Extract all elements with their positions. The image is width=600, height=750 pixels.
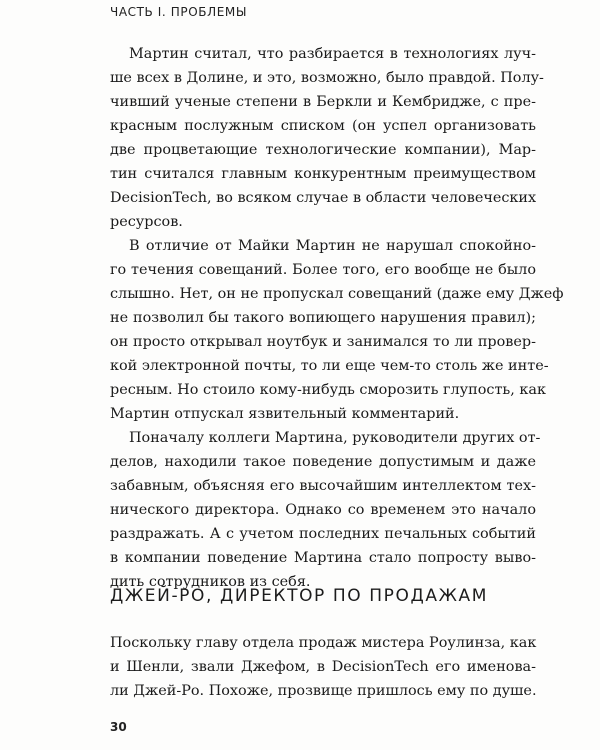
body-line: В отличие от Майки Мартин не нарушал спокойно-	[129, 238, 536, 254]
body-line: ше всех в Долине, и это, возможно, было правдой. Полу-	[110, 70, 544, 86]
body-line: чивший ученые степени в Беркли и Кембридже, с пре-	[110, 94, 536, 110]
section-heading: ДЖЕЙ-РО, ДИРЕКТОР ПО ПРОДАЖАМ	[110, 586, 489, 606]
body-line: кой электронной почты, то ли еще чем-то столь же инте-	[110, 358, 549, 374]
body-line: ли Джей-Ро. Похоже, прозвище пришлось ему по душе.	[110, 683, 537, 699]
body-line: Поскольку главу отдела продаж мистера Роулинза, как	[110, 635, 537, 651]
body-line: ресурсов.	[110, 214, 183, 230]
body-line: и Шенли, звали Джефом, в DecisionTech его именова-	[110, 659, 536, 675]
body-line: дить сотрудников из себя.	[110, 574, 311, 590]
body-line: DecisionTech, во всяком случае в области человеческих	[110, 190, 537, 206]
body-line: тин считался главным конкурентным преимуществом	[110, 166, 536, 182]
body-line: делов, находили такое поведение допустимым и даже	[110, 454, 536, 470]
body-line: ресным. Но стоило кому-нибудь сморозить глупость, как	[110, 382, 546, 398]
body-line: красным послужным списком (он успел организовать	[110, 118, 536, 134]
body-line: не позволил бы такого вопиющего нарушения правил);	[110, 310, 536, 326]
running-head: ЧАСТЬ I. ПРОБЛЕМЫ	[110, 5, 248, 19]
body-line: Мартин считал, что разбирается в технологиях луч-	[129, 46, 536, 62]
page-number: 30	[110, 720, 127, 734]
body-line: в компании поведение Мартина стало попросту выво-	[110, 550, 536, 566]
body-line: он просто открывал ноутбук и занимался то ли провер-	[110, 334, 536, 350]
body-line: две процветающие технологические компании), Мар-	[110, 142, 536, 158]
body-line: го течения совещаний. Более того, его вообще не было	[110, 262, 536, 278]
body-line: нического директора. Однако со временем это начало	[110, 502, 536, 518]
body-line: слышно. Нет, он не пропускал совещаний (даже ему Джеф	[110, 286, 564, 302]
body-line: Поначалу коллеги Мартина, руководители других от-	[129, 430, 541, 446]
body-line: раздражать. А с учетом последних печальных событий	[110, 526, 536, 542]
body-line: забавным, объясняя его высочайшим интеллектом тех-	[110, 478, 536, 494]
body-line: Мартин отпускал язвительный комментарий.	[110, 406, 460, 422]
